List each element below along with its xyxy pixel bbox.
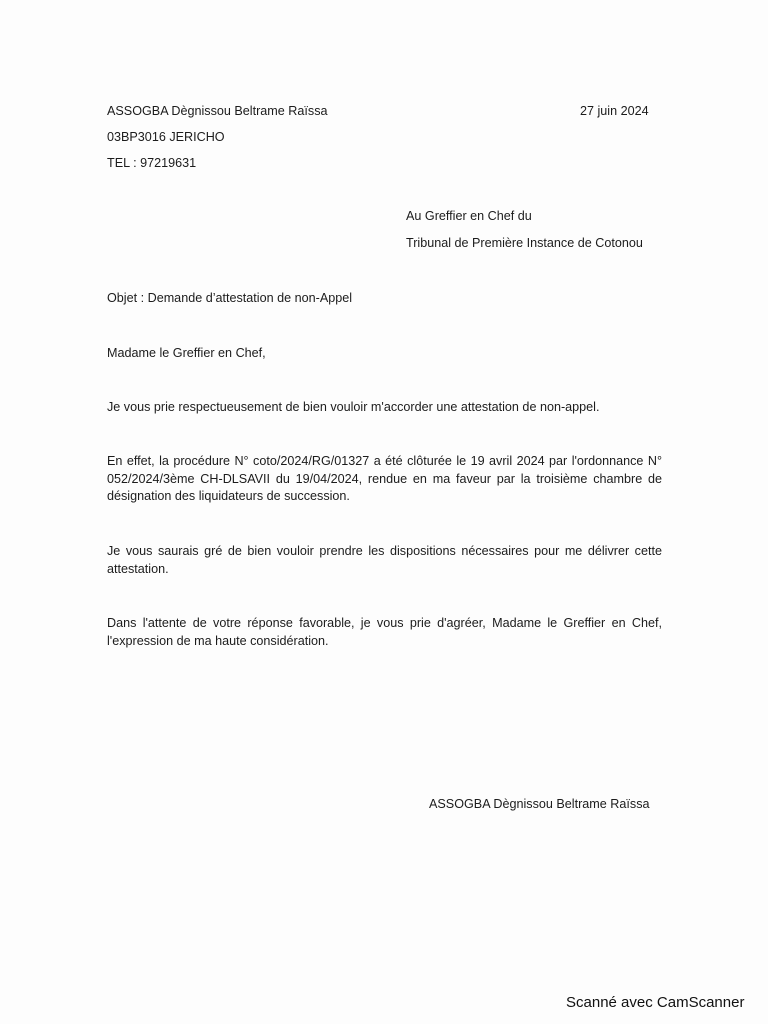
body-paragraph-3: Je vous saurais gré de bien vouloir prendre les dispositions nécessaires pour me délivrer cette attestation. xyxy=(107,544,662,576)
letter-date: 27 juin 2024 xyxy=(580,104,649,118)
scanner-watermark: Scanné avec CamScanner xyxy=(566,994,745,1011)
signature: ASSOGBA Dègnissou Beltrame Raïssa xyxy=(429,797,650,811)
letter-subject: Objet : Demande d’attestation de non-Appel xyxy=(107,291,353,305)
letter-salutation: Madame le Greffier en Chef, xyxy=(107,346,266,360)
body-paragraph-1: Je vous prie respectueusement de bien vouloir m'accorder une attestation de non-appel. xyxy=(107,400,600,414)
sender-name: ASSOGBA Dègnissou Beltrame Raïssa xyxy=(107,104,328,118)
body-paragraph-4: Dans l'attente de votre réponse favorable, je vous prie d'agréer, Madame le Greffier en Chef, l'expression de ma haute considération. xyxy=(107,616,662,648)
recipient-line-2: Tribunal de Première Instance de Cotonou xyxy=(406,236,643,250)
recipient-line-1: Au Greffier en Chef du xyxy=(406,209,532,223)
sender-address: 03BP3016 JERICHO xyxy=(107,130,225,144)
body-paragraph-2: En effet, la procédure N° coto/2024/RG/01327 a été clôturée le 19 avril 2024 par l'ordonnance N° 052/2024/3ème CH-DLSAVII du 19/04/2024, rendue en ma faveur par la troisième chambre de désignation des liquidateurs de succession. xyxy=(107,454,662,503)
sender-phone: TEL : 97219631 xyxy=(107,156,197,170)
